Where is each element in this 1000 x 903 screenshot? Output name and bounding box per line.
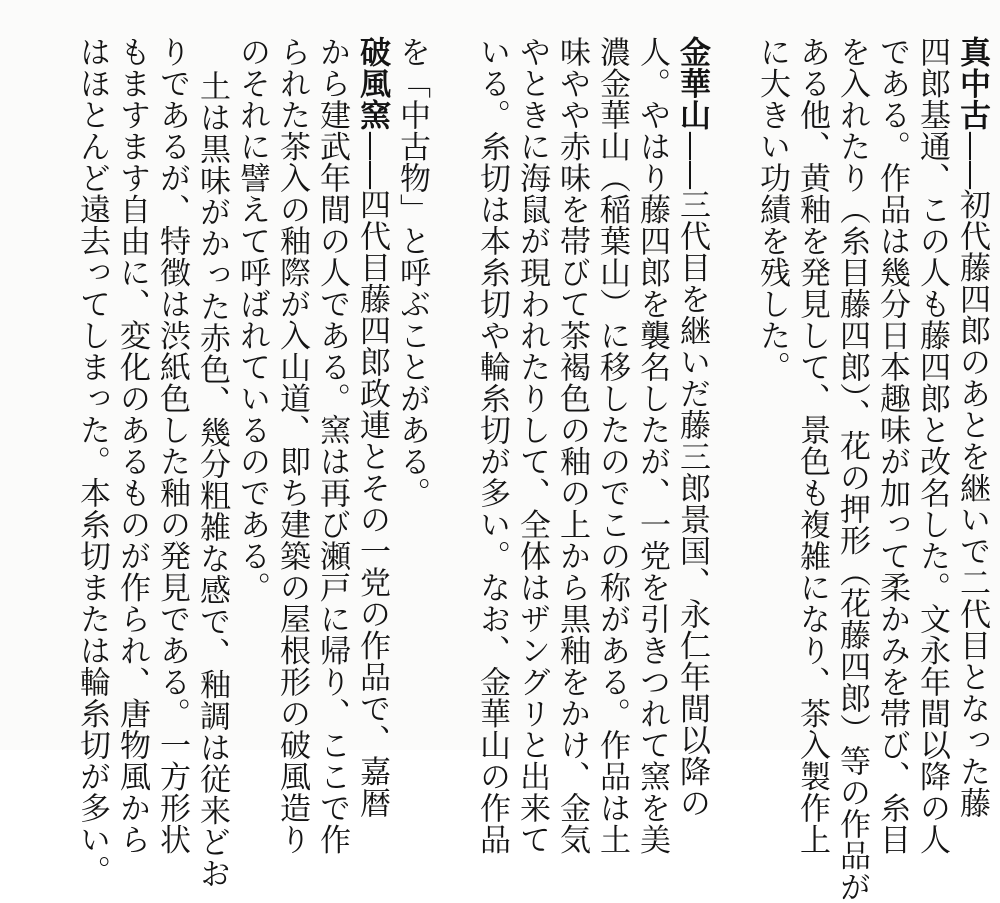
- em-dash: ——: [354, 130, 390, 189]
- column-text: 土は黒味がかった赤色、幾分粗雑な感で、釉調は従来どお: [194, 70, 230, 889]
- text-column: [512, 36, 552, 855]
- text-column: [392, 36, 432, 736]
- text-column: [152, 36, 192, 855]
- column-text: 人。やはり藤四郎を襲名したが、一党を引きつれて窯を美: [634, 36, 670, 855]
- text-column: [272, 36, 312, 855]
- column-text: られた茶入の釉際が入山道、即ち建築の屋根形の破風造り: [274, 36, 310, 855]
- column-text: はほとんど遠去ってしまった。本糸切または輪糸切が多い。: [74, 36, 110, 887]
- column-text: いる。糸切は本糸切や輪糸切が多い。なお、金華山の作品: [474, 36, 510, 855]
- column-text: 味やや赤味を帯びて茶褐色の釉の上から黒釉をかけ、金気: [554, 36, 590, 855]
- section-heading: 金華山: [674, 36, 710, 131]
- text-column: [72, 36, 112, 887]
- text-column: [592, 36, 632, 855]
- column-text: に大きい功績を残した。: [754, 36, 790, 383]
- column-text: 四郎基通、この人も藤四郎と改名した。文永年間以降の人: [914, 36, 950, 855]
- text-column: [832, 36, 872, 903]
- text-column: [952, 36, 992, 819]
- text-column: [672, 36, 712, 819]
- column-text: 四代目藤四郎政連とその一党の作品で、嘉暦: [354, 188, 390, 819]
- column-text: 濃金華山（稲葉山）に移したのでこの称がある。作品は土: [594, 36, 630, 855]
- em-dash: ——: [674, 130, 710, 189]
- text-column: [752, 36, 792, 736]
- text-column: [192, 36, 232, 889]
- column-text: ある他、黄釉を発見して、景色も複雑になり、茶入製作上: [794, 36, 830, 855]
- column-text: りであるが、特徴は渋紙色した釉の発見である。一方形状: [154, 36, 190, 855]
- text-column: [872, 36, 912, 855]
- column-text: から建武年間の人である。窯は再び瀬戸に帰り、ここで作: [314, 36, 350, 855]
- text-column: [472, 36, 512, 855]
- text-column: [912, 36, 952, 855]
- column-text: である。作品は幾分日本趣味が加って柔かみを帯び、糸目: [874, 36, 910, 855]
- section-heading: 真中古: [954, 36, 990, 131]
- column-text: のそれに譬えて呼ばれているのである。: [234, 36, 270, 603]
- text-column: [352, 36, 392, 819]
- section-heading: 破風窯: [354, 36, 390, 131]
- text-column: [632, 36, 672, 855]
- column-text: もますます自由に、変化のあるものが作られ、唐物風から: [114, 36, 150, 855]
- column-text: を入れたり（糸目藤四郎）、花の押形（花藤四郎）等の作品が: [834, 36, 870, 903]
- em-dash: ——: [954, 130, 990, 189]
- text-column: [112, 36, 152, 855]
- text-column: [312, 36, 352, 855]
- text-column: [552, 36, 592, 855]
- text-column: [232, 36, 272, 736]
- column-text: 三代目を継いだ藤三郎景国、永仁年間以降の: [674, 188, 710, 819]
- column-text: やときに海鼠が現われたりして、全体はザングリと出来て: [514, 36, 550, 855]
- column-text: を「中古物」と呼ぶことがある。: [394, 36, 430, 509]
- column-text: 初代藤四郎のあとを継いで二代目となった藤: [954, 188, 990, 819]
- text-column: [792, 36, 832, 855]
